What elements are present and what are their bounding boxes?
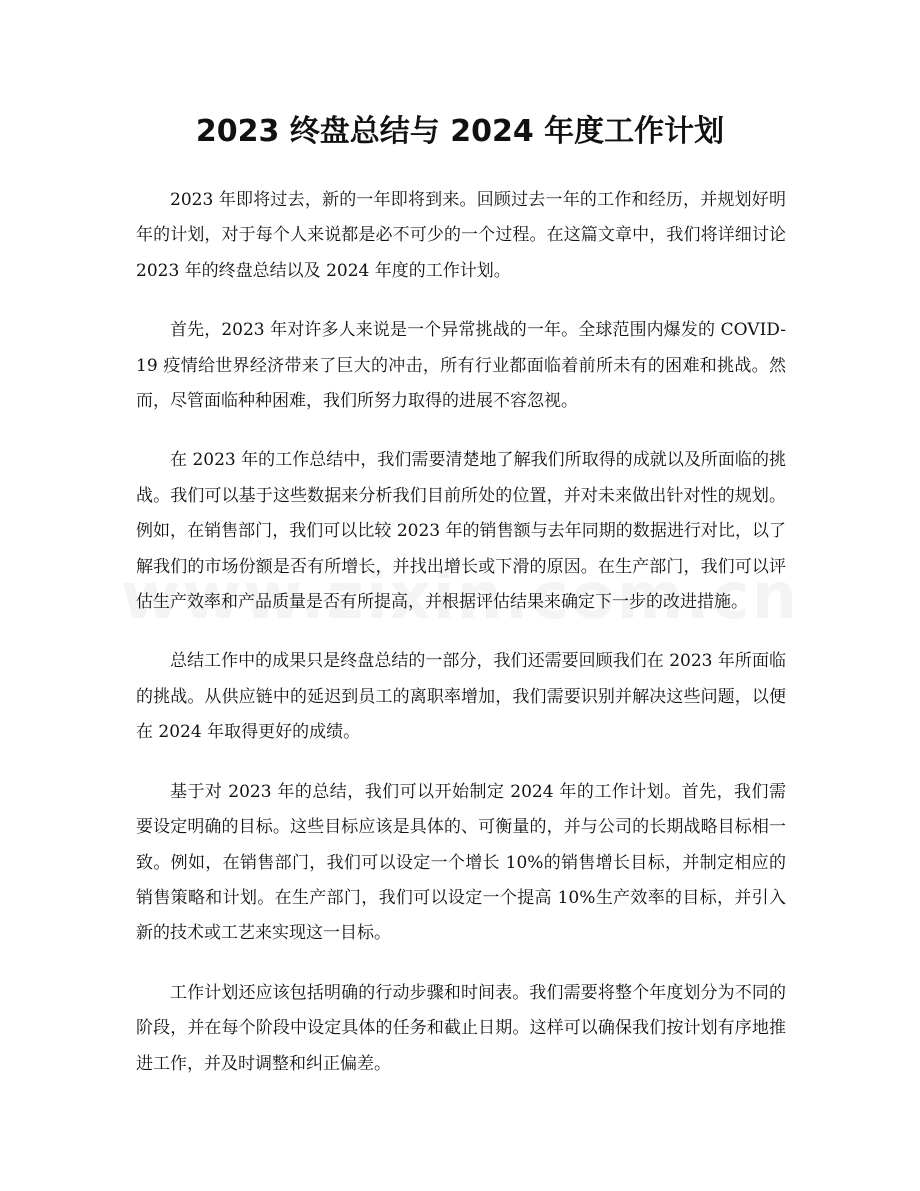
document-title: 2023 终盘总结与 2024 年度工作计划 <box>195 114 725 149</box>
paragraph-6: 工作计划还应该包括明确的行动步骤和时间表。我们需要将整个年度划分为不同的阶段，并在每个阶段中设定具体的任务和截止日期。这样可以确保我们按计划有序地推进工作，并及时调整和纠正偏差。 <box>136 982 786 1074</box>
document-body <box>136 183 786 1106</box>
paragraph-1: 2023 年即将过去，新的一年即将到来。回顾过去一年的工作和经历，并规划好明年的计划，对于每个人来说都是必不可少的一个过程。在这篇文章中，我们将详细讨论 2023 年的终盘总结以及 2024 年度的工作计划。 <box>136 190 786 281</box>
paragraph-3: 在 2023 年的工作总结中，我们需要清楚地了解我们所取得的成就以及所面临的挑战。我们可以基于这些数据来分析我们目前所处的位置，并对未来做出针对性的规划。例如，在销售部门，我们可以比较 2023 年的销售额与去年同期的数据进行对比，以了解我们的市场份额是否有所增长，并找出增长或下滑的原因。在生产部门，我们可以评估生产效率和产品质量是否有所提高，并根据评估结果来确定下一步的改进措施。 <box>136 450 786 613</box>
paragraph-4: 总结工作中的成果只是终盘总结的一部分，我们还需要回顾我们在 2023 年所面临的挑战。从供应链中的延迟到员工的离职率增加，我们需要识别并解决这些问题，以便在 2024 年取得更好的成绩。 <box>136 651 786 743</box>
paragraph-2: 首先，2023 年对许多人来说是一个异常挑战的一年。全球范围内爆发的 COVID-19 疫情给世界经济带来了巨大的冲击，所有行业都面临着前所未有的困难和挑战。然而，尽管面临种种困难，我们所努力取得的进展不容忽视。 <box>136 320 786 412</box>
paragraph-5: 基于对 2023 年的总结，我们可以开始制定 2024 年的工作计划。首先，我们需要设定明确的目标。这些目标应该是具体的、可衡量的，并与公司的长期战略目标相一致。例如，在销售部门，我们可以设定一个增长 10%的销售增长目标，并制定相应的销售策略和计划。在生产部门，我们可以设定一个提高 10%生产效率的目标，并引入新的技术或工艺来实现这一目标。 <box>136 781 786 944</box>
